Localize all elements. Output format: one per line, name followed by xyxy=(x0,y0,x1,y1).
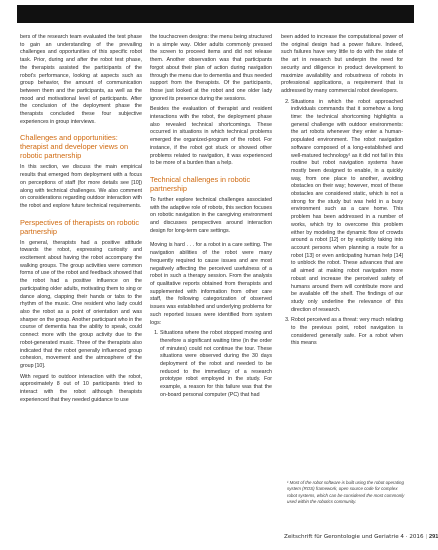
paragraph: In this section, we discuss the main empirical results that emerged from deployment with a focus on perceptions of staff (for more details see [10]) along with technical challenges. We also comment on considerations regarding outdoor interaction with the robot and explore future technical requirements. xyxy=(20,164,142,209)
subsection-heading-perspectives: Perspectives of therapists on robotic partnership xyxy=(20,217,140,236)
text-column-middle xyxy=(150,34,272,544)
page-header-bar xyxy=(0,0,413,28)
paragraph: With regard to outdoor interaction with the robot, approximately 8 out of 10 participants tried to interact with the robot although therapists experienced that they needed guidance to use xyxy=(20,373,142,403)
header-black-band xyxy=(17,5,414,23)
text-column-right xyxy=(281,34,403,534)
text-column-left xyxy=(20,34,142,534)
footnote: ¹ Most of the robot software is built using the robot operating system (ROS) framework, open source code for complex robot systems, which can be considered the most commonly used within the robotics community. xyxy=(287,480,405,505)
section-heading-challenges: Challenges and opportunities: therapist and developer views on robotic partnership xyxy=(20,133,129,161)
paragraph: Moving is hard . . . for a robot in a care setting. The navigation abilities of the robot were many frequently required to cause issues and are most negatively affecting the perceived usefulness of a robot in such a therapy session. From the analysis of qualitative reports obtained from therapists and supplemented with information from other care staff, the following categorization of observed issues was established and underlying problems for such reported issues were identified from system logs: xyxy=(150,242,272,326)
paragraph: bers of the research team evaluated the test phase to gain an understanding of the prevailing challenges and opportunities of this specific robot task. Prior, during and after the robot test phase, the therapists assisted the participants of the robot's performance, looking at aspects such as group behavior, the amount of communication between them and the participants, as well as the mood and motivational level of participants. After the conclusion of the deployment phase the therapists concluded these four subjective experiences in group interviews. xyxy=(20,34,142,125)
journal-name: Zeitschrift für Gerontologie und Geriatrie 4 · 2016 xyxy=(284,534,424,540)
page-number: 291 xyxy=(429,534,438,540)
paragraph: In general, therapists had a positive attitude towards the robot, expressing curiosity and excitement about having the robot accompany the walking groups. The group activities were common forms of use of the robot and feedback showed that the robot had a positive influence on the participating older adults, motivating them to sing or dance along, clapping their hands or tabs to the rhythm of the music. One resident who lady could also the robot as a point of orientation and was sharper on the group. Another participant who in the course of dementia has the ability to speak, could connect more with the group activity due to the robot-generated music. Three of the therapists also indicated that the robot generally influenced group cohesion, movement and the atmosphere of the group [10]. xyxy=(20,239,142,369)
list-item: 3. Robot perceived as a threat: very much relating to the previous point, robot navigation is considered generally safe. For a robot when this means xyxy=(291,317,403,348)
issue-list-continued xyxy=(281,99,403,349)
list-item: 1. Situations where the robot stopped moving and therefore a significant waiting time (in the order of minutes) could not continue the tour. These situations were observed during the 30 days deployment of the robot and needed to be reduced to the immediacy of a research prototype robot employed in the study. For example, a reason for this failure was that the on-board personal computer (PC) that had xyxy=(160,330,272,399)
page-footer xyxy=(284,533,438,541)
paragraph: the touchscreen designs: the menu being structured in a simple way. Older adults commonly pressed the screen to proceed items and did not release them. Another observation was that participants forgot about their plan of action during navigation through the menu due to dementia and thus needed support from the therapists. Of the participants, those just looked at the robot and one older lady ignored its presence during the sessions. xyxy=(150,34,272,102)
paragraph: To further explore technical challenges associated with the adaptive role of robots, this section focuses on robotic navigation in the caregiving environment and discusses perspectives around interaction design for long-term care settings. xyxy=(150,196,272,234)
list-item: 2. Situations in which the robot approached individuals commands that it somehow a long time: the technical shortcoming highlights a general challenge with outdoor environments: the art robots whenever they enter a human-populated environment. The robot navigation software composed of a long-established and well-matured technology¹ as it did not fail in this routine but robot navigation systems have mostly been designed to enable, in a quickly way, from one place to another, avoiding obstacles on their way; however, most of these obstacles are considered static, which is not a strong for the study but was held in a busy environment such as a care home. This problem has been addressed in a number of works, which try to overcome this problem either by modeling the dynamic flow of crowds around a robot [12] or by explicitly taking into account persons when planning a route for a robot [13] or even anticipating human help [14] to unblock the robot. These advances that are all aimed at making robot navigation more robust and increase the perceived safety of humans around them will contribute more and be available off the shelf. The findings of our study only underline the relevance of this direction of research. xyxy=(291,99,403,315)
subsection-heading-technical: Technical challenges in robotic partnership xyxy=(150,174,251,193)
issue-list xyxy=(150,330,272,399)
paragraph: been added to increase the computational power of the original design had a power failure. Indeed, such failures have very little to do with the state of the art in research but underpin the need for security and diligence in product development to maximize availability and robustness of robots in professional applications, a requirement that is addressed by many commercial robot developers. xyxy=(281,34,403,94)
footer-separator: | xyxy=(425,534,428,540)
paragraph: Besides the evaluation of therapist and resident interactions with the robot, the deployment phase also revealed technical shortcomings. These occurred in situations in which technical problems emerged the organized-program of the robot. For instance, if the robot got stuck or showed other problems related to navigation, it was experienced to be more of a burden than a help. xyxy=(150,106,272,167)
